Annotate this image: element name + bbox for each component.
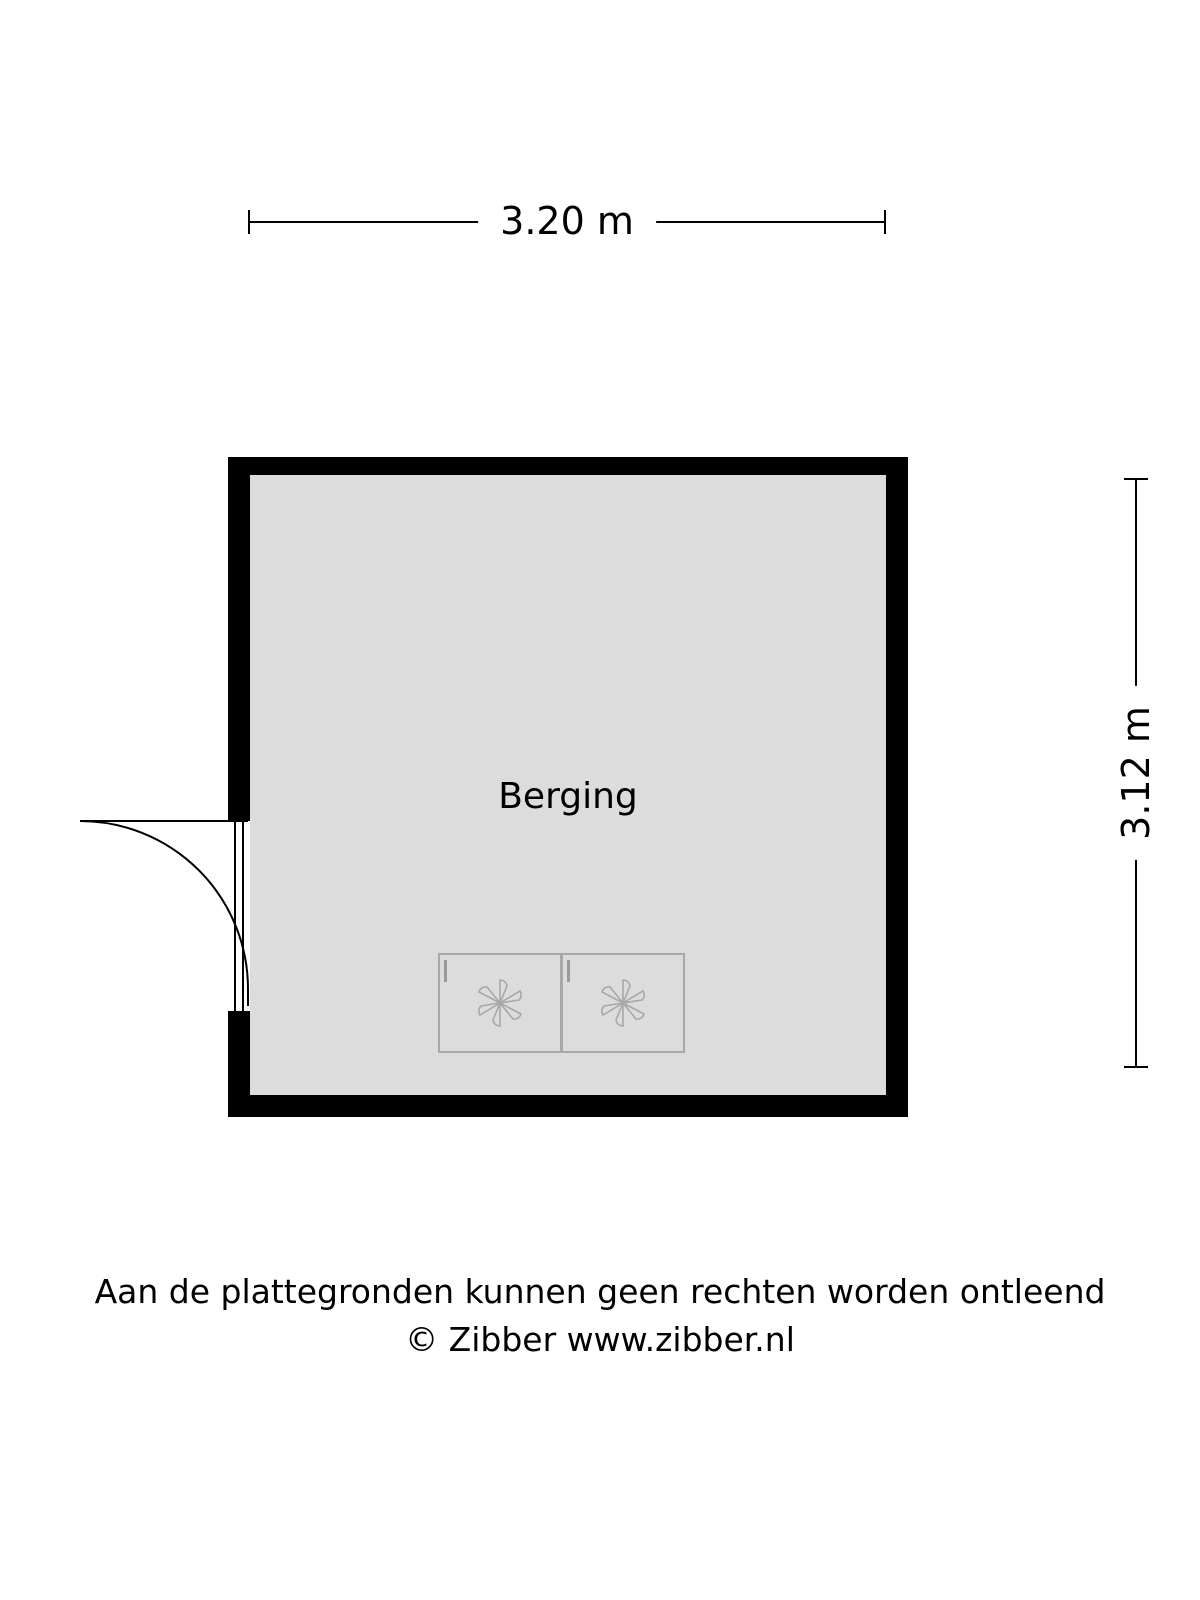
door-swing-icon [70, 818, 250, 1008]
appliance-group [438, 953, 686, 1053]
dimension-width [248, 200, 886, 246]
dryer-hinge [567, 960, 570, 982]
footer-credit: © Zibber www.zibber.nl [405, 1320, 795, 1359]
dimension-height-label: 3.12 m [1112, 686, 1160, 860]
dimension-height-cap-bottom [1124, 1066, 1148, 1068]
dryer-drum-icon [592, 972, 654, 1034]
room-label-berging: Berging [498, 776, 638, 817]
dimension-height [1112, 478, 1160, 1068]
washing-machine-drum-icon [469, 972, 531, 1034]
washing-machine-hinge [444, 960, 447, 982]
footer-disclaimer: Aan de plattegronden kunnen geen rechten worden ontleend [94, 1272, 1106, 1311]
dimension-width-cap-right [884, 210, 886, 234]
dryer-icon [561, 953, 685, 1053]
footer [0, 1268, 1200, 1364]
dimension-width-label: 3.20 m [478, 194, 656, 248]
washing-machine-icon [438, 953, 562, 1053]
